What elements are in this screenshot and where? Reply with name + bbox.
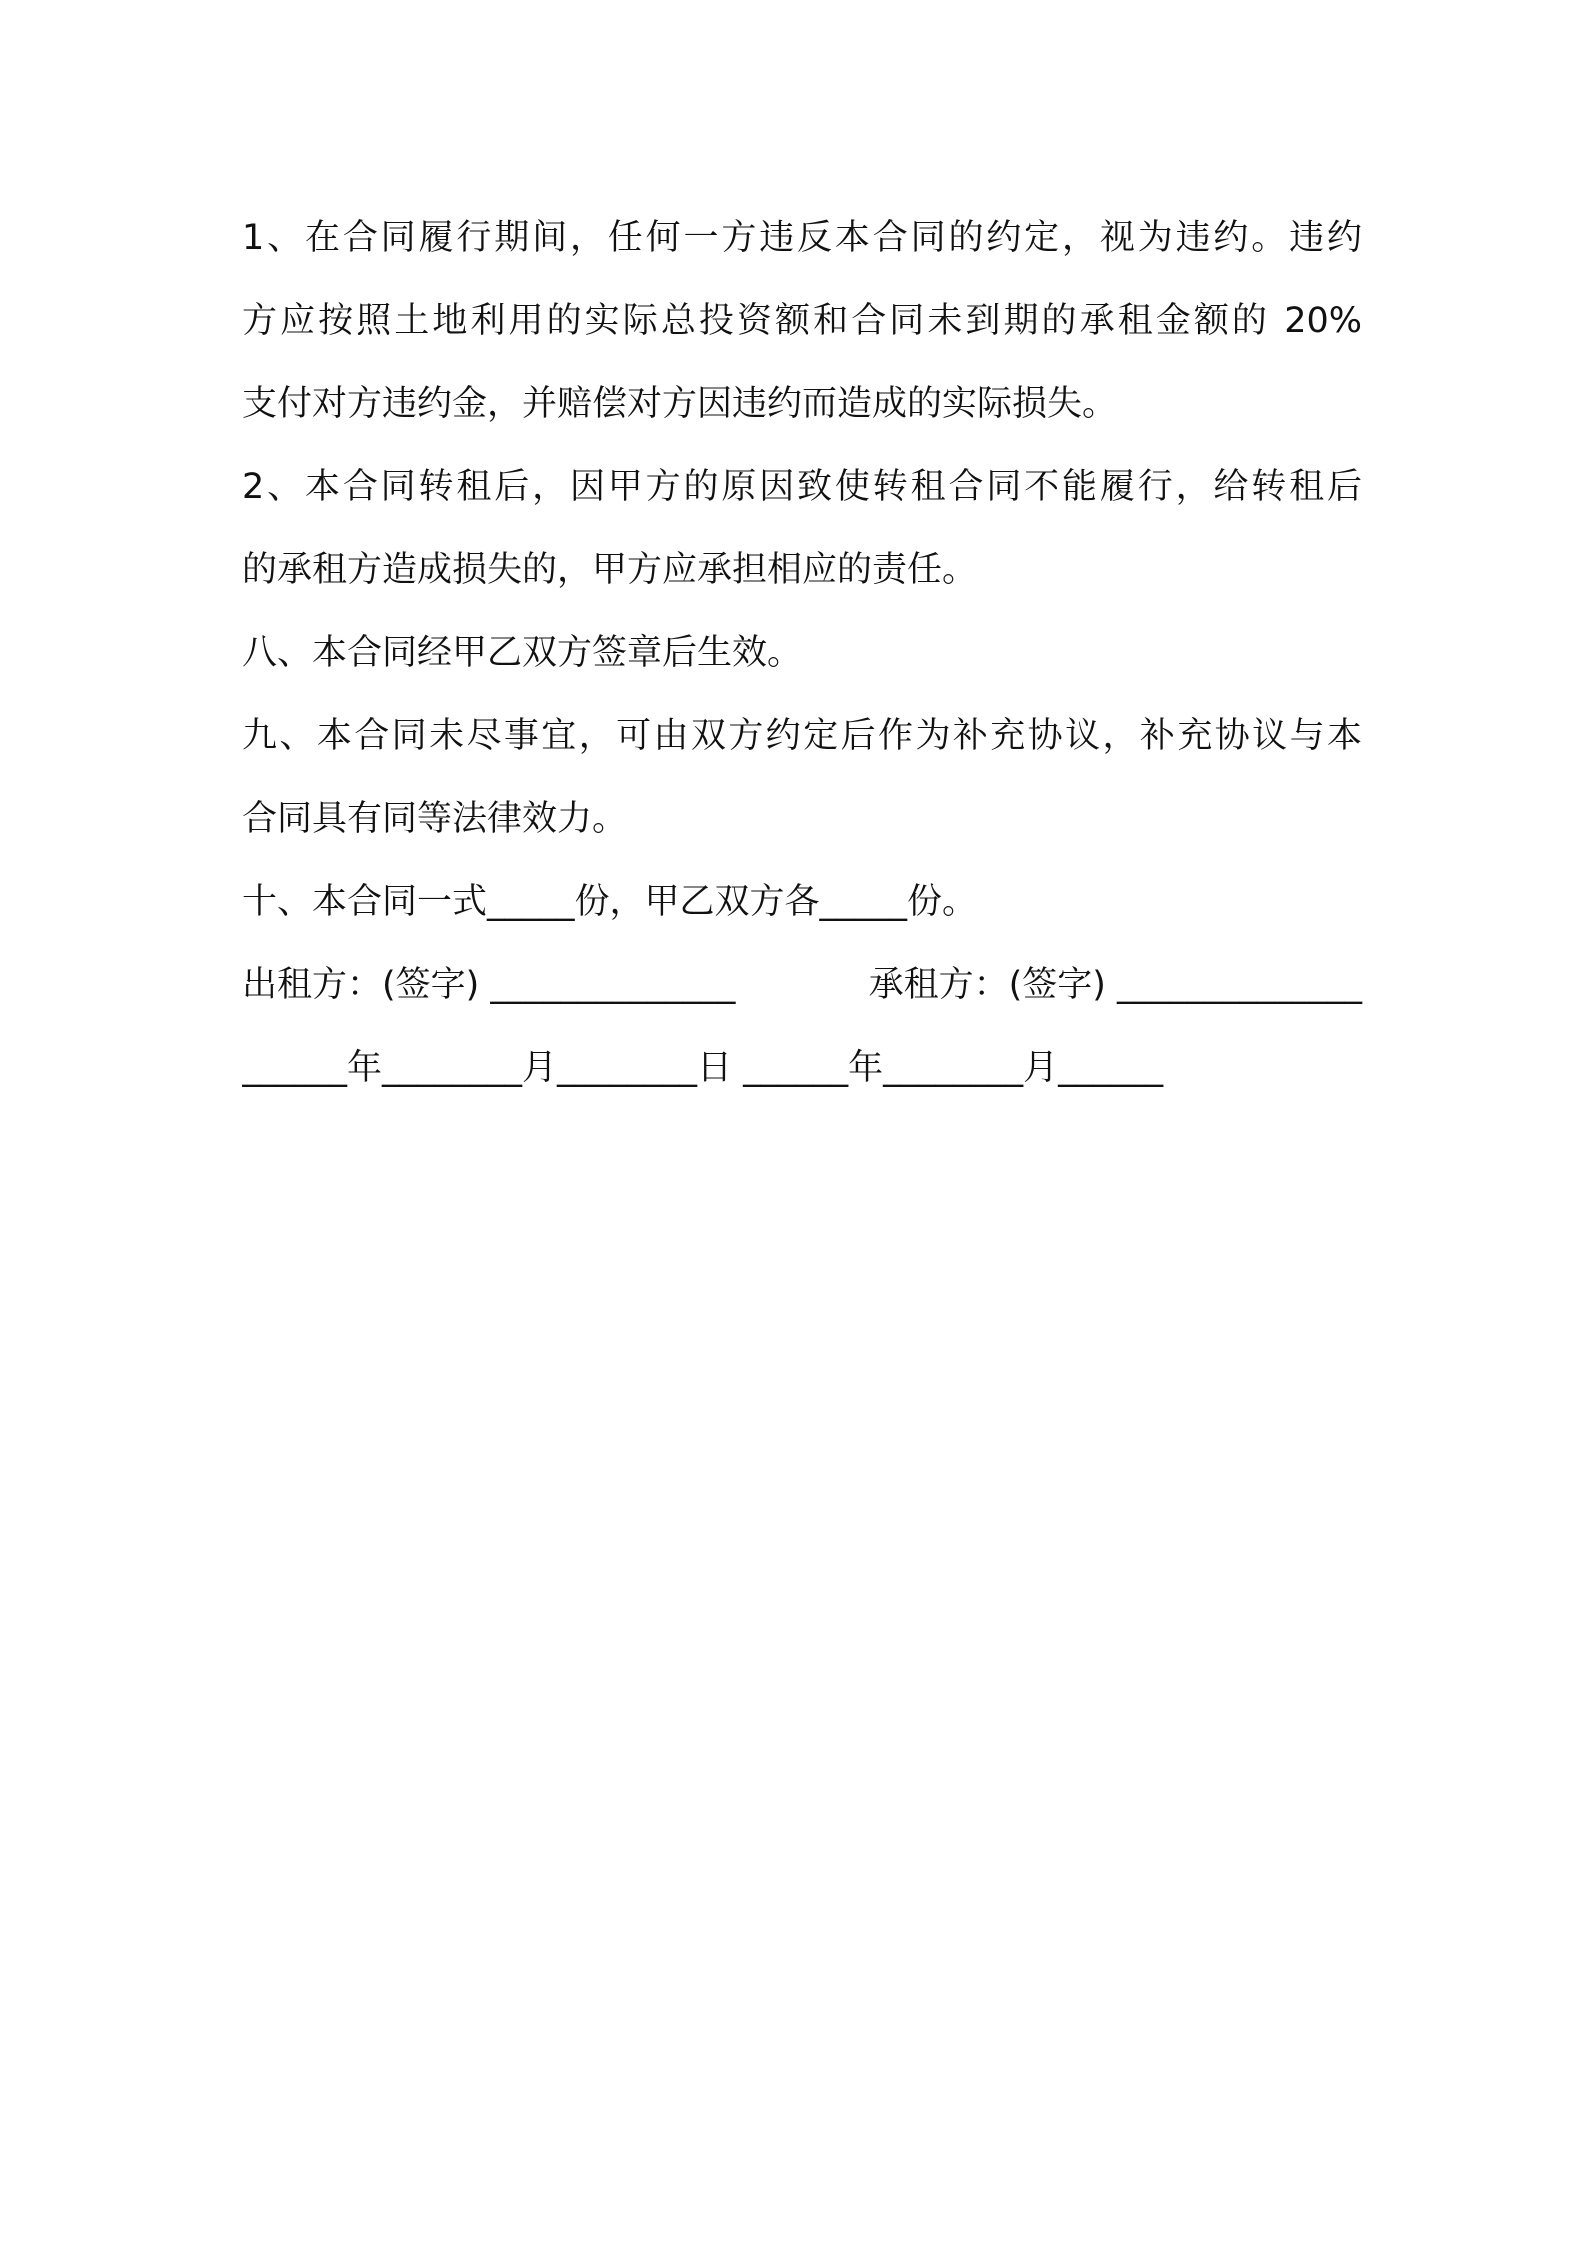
date-line: ______年________月________日 ______年________月______ — [242, 1048, 1164, 1088]
clause-nine-line-2: 合同具有同等法律效力。 — [242, 799, 628, 839]
clause-eight: 八、本合同经甲乙双方签章后生效。 — [242, 633, 803, 673]
lessee-signature-field: 承租方：(签字) ______________ — [868, 965, 1362, 1005]
clause-1-line-3: 支付对方违约金，并赔偿对方因违约而造成的实际损失。 — [242, 384, 1118, 424]
contract-text — [242, 197, 1362, 1110]
clause-ten: 十、本合同一式_____份，甲乙双方各_____份。 — [242, 882, 978, 922]
lessor-signature-field: 出租方：(签字) ______________ — [242, 965, 736, 1005]
clause-1-line-1: 1、在合同履行期间，任何一方违反本合同的约定，视为违约。违约 — [242, 218, 1362, 258]
clause-2-line-1: 2、本合同转租后，因甲方的原因致使转租合同不能履行，给转租后 — [242, 467, 1362, 507]
clause-2-line-2: 的承租方造成损失的，甲方应承担相应的责任。 — [242, 550, 978, 590]
clause-1-line-2: 方应按照土地利用的实际总投资额和合同未到期的承租金额的 20% — [242, 301, 1362, 341]
clause-nine-line-1: 九、本合同未尽事宜，可由双方约定后作为补充协议，补充协议与本 — [242, 716, 1362, 756]
signature-row — [242, 944, 1362, 1027]
